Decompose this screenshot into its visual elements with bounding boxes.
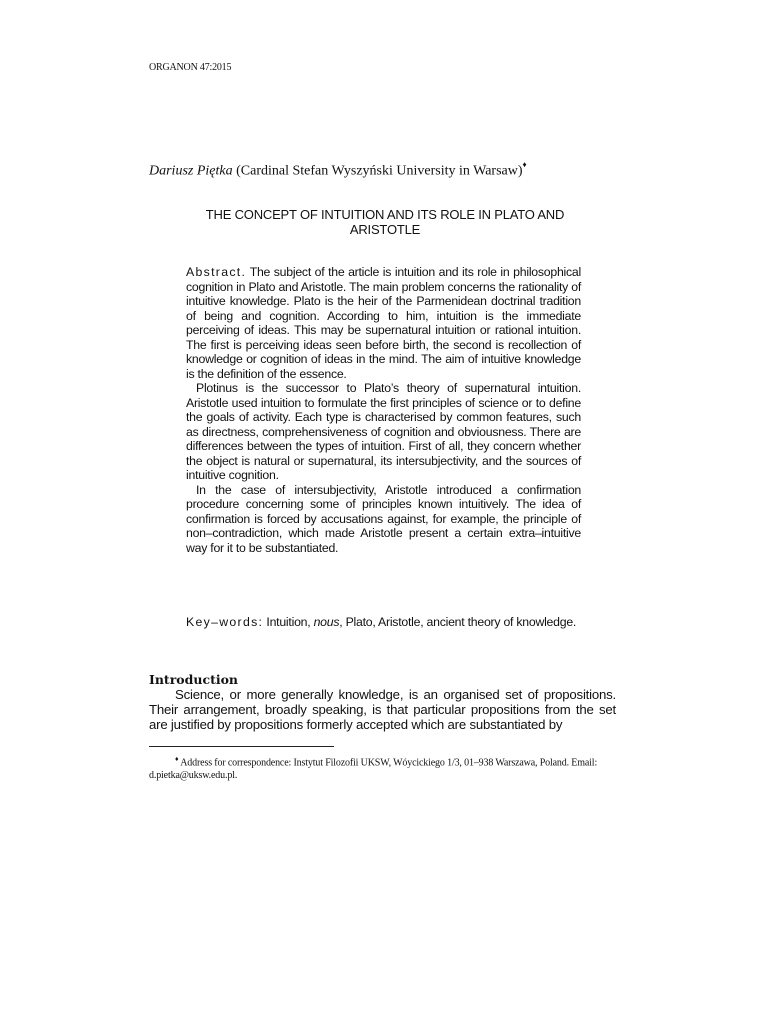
author-line bbox=[149, 162, 527, 180]
running-header: ORGANON 47:2015 bbox=[149, 62, 232, 73]
keywords-italic-term: nous bbox=[313, 615, 340, 629]
keywords-text-after: , Plato, Aristotle, ancient theory of knowledge. bbox=[339, 615, 577, 629]
footnote-mark: ♦ bbox=[175, 755, 179, 763]
abstract-text-1: The subject of the article is intuition and its role in philosophical cognition in Plato and Aristotle. The main problem concerns the rationality of intuitive knowledge. Plato is the heir of the Parmenidean doctrinal tradition of being and cognition. According to him, intuition is the immediate perceiving of ideas. This may be supernatural intuition or rational intuition. The first is perceiving ideas seen before birth, the second is recollection of knowledge or cognition of ideas in the mind. The aim of intuitive knowledge is the definition of the essence. bbox=[186, 265, 582, 381]
introduction-paragraph: Science, or more generally knowledge, is an organised set of propositions. Their arrangement, broadly speaking, is that particular propositions from the set are justified by propositions formerly accepted which are substantiated by bbox=[149, 687, 616, 732]
abstract-label: Abstract. bbox=[186, 265, 247, 279]
keywords-text-before: Intuition, bbox=[266, 615, 311, 629]
keywords-label: Key–words: bbox=[186, 615, 264, 629]
keywords bbox=[186, 615, 581, 630]
abstract-paragraph-3: In the case of intersubjectivity, Aristotle introduced a confirmation procedure concerning some of principles known intuitively. The idea of confirmation is forced by accusations against, for example, the principle of non–contradiction, which made Aristotle present a certain extra–intuitive way for it to be substantiated. bbox=[186, 482, 581, 555]
abstract bbox=[186, 265, 581, 555]
author-footnote-mark[interactable]: ♦ bbox=[522, 160, 527, 169]
footnote-paragraph bbox=[149, 753, 619, 782]
abstract-paragraph-2: Plotinus is the successor to Plato’s theory of supernatural intuition. Aristotle used intuition to formulate the first principles of science or to define the goals of activity. Each type is characterised by common features, such as directness, comprehensiveness of cognition and obviousness. There are differences between the types of intuition. First of all, they concern whether the object is natural or supernatural, its intersubjectivity, and the sources of intuitive cognition. bbox=[186, 381, 581, 482]
footnote-text: Address for correspondence: Instytut Filozofii UKSW, Wóycickiego 1/3, 01–938 Warszawa, Poland. Email: d.pietka@uksw.edu.pl. bbox=[149, 757, 598, 781]
article-title: THE CONCEPT OF INTUITION AND ITS ROLE IN PLATO AND ARISTOTLE bbox=[205, 207, 565, 237]
footnote bbox=[149, 753, 619, 782]
footnote-divider bbox=[149, 746, 334, 747]
author-name: Dariusz Piętka bbox=[149, 163, 233, 179]
section-heading-introduction: Introduction bbox=[149, 672, 239, 687]
abstract-paragraph-1 bbox=[186, 265, 581, 381]
author-affiliation: (Cardinal Stefan Wyszyński University in Warsaw) bbox=[236, 163, 523, 179]
